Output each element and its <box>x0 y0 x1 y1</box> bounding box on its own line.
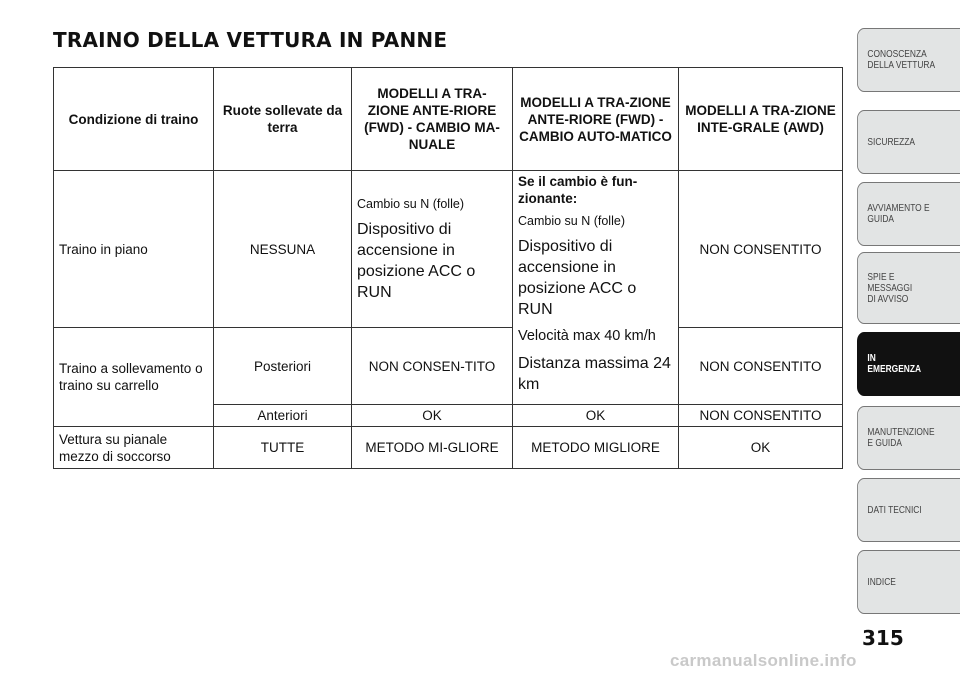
tab-indice[interactable] <box>857 550 960 614</box>
cell-wheels-front: Anteriori <box>214 405 352 427</box>
cell-fwd-manual-flat <box>352 171 513 328</box>
tab-label: DATI TECNICI <box>867 503 922 516</box>
tab-emergenza[interactable] <box>857 332 960 396</box>
text-ignition-position-auto: Dispositivo di accensione in posizione ACC o RUN <box>518 238 637 318</box>
tab-label: CONOSCENZA DELLA VETTURA <box>867 48 936 71</box>
cell-fwd-manual-flatbed: METODO MI-GLIORE <box>352 427 513 469</box>
cell-condition-flatbed: Vettura su pianale mezzo di soccorso <box>54 427 214 469</box>
cell-fwd-auto-merged <box>513 171 679 405</box>
cell-wheels-none: NESSUNA <box>214 171 352 328</box>
text-gearbox-functional: Se il cambio è fun-zionante: <box>518 174 638 206</box>
table-row <box>54 427 843 469</box>
header-wheels: Ruote sollevate da terra <box>214 68 352 171</box>
table-row <box>54 328 843 405</box>
text-neutral-gear: Cambio su N (folle) <box>357 196 464 211</box>
cell-condition-flat: Traino in piano <box>54 171 214 328</box>
towing-table <box>53 67 843 469</box>
cell-awd-front: NON CONSENTITO <box>679 405 843 427</box>
tab-dati-tecnici[interactable] <box>857 478 960 542</box>
cell-awd-flatbed: OK <box>679 427 843 469</box>
table-row <box>54 171 843 328</box>
cell-awd-rear: NON CONSENTITO <box>679 328 843 405</box>
page-number: 315 <box>862 626 904 650</box>
cell-awd-flat: NON CONSENTITO <box>679 171 843 328</box>
text-ignition-position: Dispositivo di accensione in posizione ACC o RUN <box>357 220 476 301</box>
cell-fwd-manual-rear: NON CONSEN-TITO <box>352 328 513 405</box>
cell-wheels-all: TUTTE <box>214 427 352 469</box>
text-max-distance: Distanza massima 24 km <box>518 355 671 393</box>
tab-spie[interactable] <box>857 252 960 324</box>
tab-label: INDICE <box>867 575 896 588</box>
tab-conoscenza[interactable] <box>857 28 960 92</box>
tab-label: IN EMERGENZA <box>867 352 922 375</box>
tab-manutenzione[interactable] <box>857 406 960 470</box>
cell-condition-lift: Traino a sollevamento o traino su carrello <box>54 328 214 427</box>
header-fwd-auto: MODELLI A TRA-ZIONE ANTE-RIORE (FWD) - CAMBIO AUTO-MATICO <box>513 68 679 171</box>
text-neutral-gear-auto: Cambio su N (folle) <box>518 214 625 228</box>
tab-label: AVVIAMENTO E GUIDA <box>867 202 930 225</box>
tab-avviamento[interactable] <box>857 182 960 246</box>
page-title: TRAINO DELLA VETTURA IN PANNE <box>53 28 448 52</box>
text-max-speed: Velocità max 40 km/h <box>518 328 656 344</box>
table-header-row <box>54 68 843 171</box>
cell-wheels-rear: Posteriori <box>214 328 352 405</box>
header-fwd-manual: MODELLI A TRA-ZIONE ANTE-RIORE (FWD) - CAMBIO MA-NUALE <box>352 68 513 171</box>
cell-fwd-auto-flatbed: METODO MIGLIORE <box>513 427 679 469</box>
header-condition: Condizione di traino <box>54 68 214 171</box>
tab-label: SICUREZZA <box>867 135 916 148</box>
tab-sicurezza[interactable] <box>857 110 960 174</box>
watermark: carmanualsonline.info <box>670 651 857 670</box>
tab-label: SPIE E MESSAGGI DI AVVISO <box>867 270 913 305</box>
header-awd: MODELLI A TRA-ZIONE INTE-GRALE (AWD) <box>679 68 843 171</box>
cell-fwd-manual-front: OK <box>352 405 513 427</box>
tab-label: MANUTENZIONE E GUIDA <box>867 426 935 449</box>
cell-fwd-auto-front: OK <box>513 405 679 427</box>
